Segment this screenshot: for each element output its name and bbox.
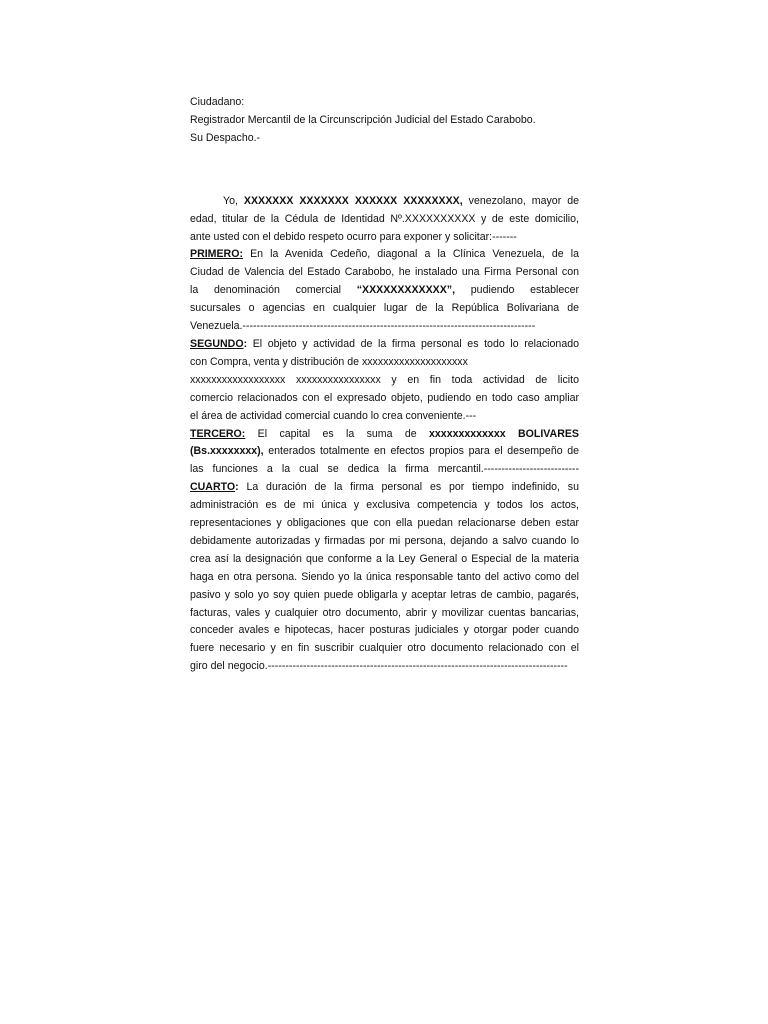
primero-line-2: Ciudad de Valencia del Estado Carabobo, he instalado una Firma Personal con [190,266,579,279]
recipient-title: Registrador Mercantil de la Circunscripción Judicial del Estado Carabobo. [190,113,536,126]
cuarto-line-10: fuere necesario y en fin suscribir cualquier otro documento relacionado con el [190,642,579,655]
commercial-name: “XXXXXXXXXXXX”, [356,284,456,297]
capital-amount: xxxxxxxxxxxxx BOLIVARES [429,427,579,440]
tercero-line-3: las funciones a la cual se dedica la firma mercantil.--------------------------- [190,463,579,476]
primero-line-3: la denominación comercial “XXXXXXXXXXXX”, pudiendo establecer [190,284,579,297]
cuarto-line-5: crea así la designación que conforme a la Ley General o Especial de la materia [190,552,579,565]
cuarto-line-1: CUARTO: La duración de la firma personal es por tiempo indefinido, su [190,481,579,494]
intro-line-3: ante usted con el debido respeto ocurro para exponer y solicitar:------- [190,230,517,243]
intro-line-1: Yo, XXXXXXX XXXXXXX XXXXXX XXXXXXXX, venezolano, mayor de [223,194,580,207]
cuarto-line-9: conceder avales e hipotecas, hacer posturas judiciales y otorgar poder cuando [190,624,579,637]
segundo-line-2: con Compra, venta y distribución de xxxxxxxxxxxxxxxxxxxx [190,355,468,368]
primero-label: PRIMERO: [190,248,243,261]
tercero-line-1: TERCERO: El capital es la suma de xxxxxxxxxxxxx BOLIVARES [190,427,579,440]
primero-line-1: PRIMERO: En la Avenida Cedeño, diagonal a la Clínica Venezuela, de la [190,248,579,261]
document-page [190,94,579,676]
segundo-line-1: SEGUNDO: El objeto y actividad de la firma personal es todo lo relacionado [190,337,579,350]
letter-header [190,94,579,148]
cuarto-line-8: facturas, vales y cualquier otro documento, abrir y movilizar cuentas bancarias, [190,606,579,619]
segundo-line-3: xxxxxxxxxxxxxxxxxx xxxxxxxxxxxxxxxx y en fin toda actividad de licito [190,373,579,386]
recipient-office: Su Despacho.- [190,131,261,144]
capital-bs: (Bs.xxxxxxxx), [190,445,264,458]
cuarto-line-11: giro del negocio.------------------------------------------------------------------------------------- [190,660,568,673]
cuarto-line-2: administración es de mi única y exclusiva competencia y todos los actos, [190,499,579,512]
cuarto-line-6: haga en otra persona. Siendo yo la única responsable tanto del activo como del [190,570,579,583]
primero-line-5: Venezuela.----------------------------------------------------------------------------------- [190,320,536,333]
tercero-line-2: (Bs.xxxxxxxx), enterados totalmente en efectos propios para el desempeño de [190,445,579,458]
cuarto-line-3: representaciones y obligaciones que con ella puedan relacionarse deben estar [190,517,579,530]
intro-line-2: edad, titular de la Cédula de Identidad Nº.XXXXXXXXXX y de este domicilio, [190,212,579,225]
tercero-label: TERCERO: [190,427,246,440]
applicant-name: XXXXXXX XXXXXXX XXXXXX XXXXXXXX, [243,194,463,207]
letter-body [190,193,579,676]
segundo-line-4: comercio relacionados con el expresado objeto, pudiendo en todo caso ampliar [190,391,579,404]
cuarto-label: CUARTO [190,481,236,494]
salutation: Ciudadano: [190,96,245,108]
primero-line-4: sucursales o agencias en cualquier lugar de la República Bolivariana de [190,302,579,315]
segundo-line-5: el área de actividad comercial cuando lo crea conveniente.--- [190,409,477,422]
cuarto-line-7: pasivo y solo yo soy quien puede obligarla y aceptar letras de cambio, pagarés, [190,588,579,601]
segundo-label: SEGUNDO [190,337,244,350]
cuarto-line-4: debidamente autorizadas y firmadas por mi persona, dejando a salvo cuando lo [190,534,579,547]
spacer [190,148,579,193]
